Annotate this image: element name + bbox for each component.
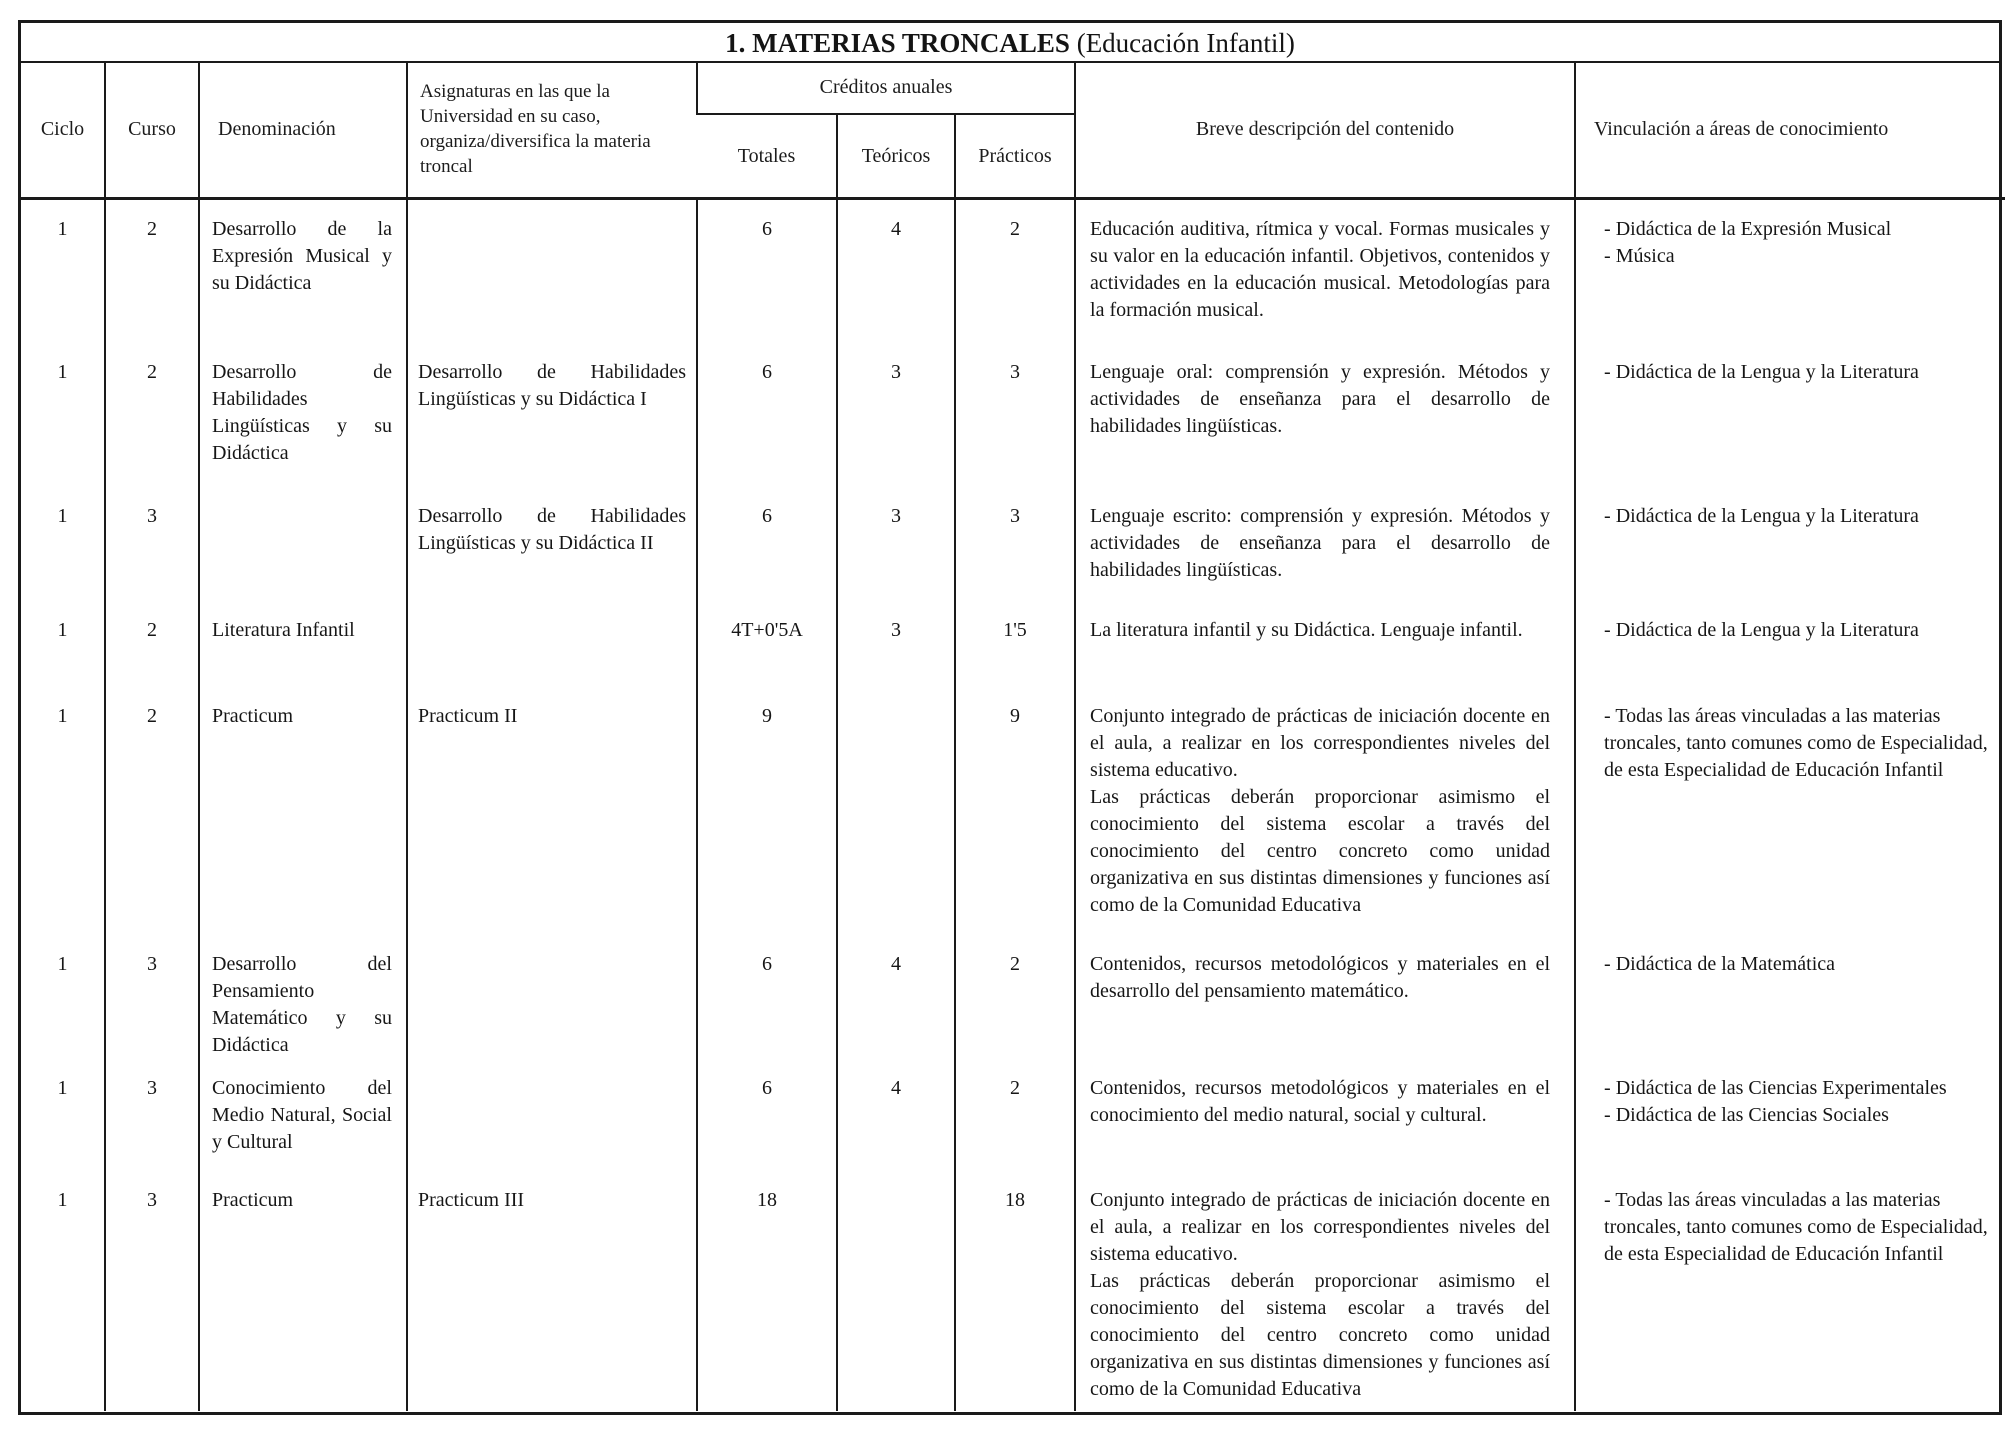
cell-curso: 3 bbox=[105, 1171, 199, 1411]
cell-vinculacion bbox=[1575, 343, 2005, 487]
cell-ciclo: 1 bbox=[57, 360, 68, 383]
cell-denominacion: Conocimiento del Medio Natural, Social y Cultural bbox=[199, 1059, 407, 1171]
cell-totales: 6 bbox=[697, 487, 837, 601]
cell-curso: 3 bbox=[105, 487, 199, 601]
cell-denominacion: Desarrollo del Pensamiento Matemático y su Didáctica bbox=[199, 935, 407, 1059]
vinculacion-line: - Didáctica de la Matemática bbox=[1604, 952, 1836, 975]
cell-denominacion: Practicum bbox=[199, 1171, 407, 1411]
cell-teoricos: 3 bbox=[837, 487, 955, 601]
cell-descripcion bbox=[1075, 687, 1575, 935]
cell-vinculacion bbox=[1575, 199, 2005, 343]
cell-asignatura: Practicum III bbox=[407, 1171, 697, 1411]
cell-descripcion: Contenidos, recursos metodológicos y materiales en el desarrollo del pensamiento matemático. bbox=[1075, 935, 1575, 1059]
cell-descripcion: La literatura infantil y su Didáctica. Lenguaje infantil. bbox=[1075, 601, 1575, 687]
table-row bbox=[21, 601, 2005, 687]
cell-practicos: 9 bbox=[955, 687, 1075, 935]
cell-asignatura: Desarrollo de Habilidades Lingüísticas y su Didáctica II bbox=[407, 487, 697, 601]
cell-totales: 6 bbox=[697, 1059, 837, 1171]
cell-descripcion: Lenguaje escrito: comprensión y expresión. Métodos y actividades de enseñanza para el desarrollo de habilidades lingüísticas. bbox=[1075, 487, 1575, 601]
cell-descripcion: Contenidos, recursos metodológicos y materiales en el conocimiento del medio natural, social y cultural. bbox=[1075, 1059, 1575, 1171]
cell-ciclo: 1 bbox=[57, 1076, 68, 1099]
cell-curso: 2 bbox=[105, 601, 199, 687]
cell-denominacion: Desarrollo de la Expresión Musical y su Didáctica bbox=[199, 199, 407, 343]
header-asignaturas: Asignaturas en las que la Universidad en su caso, organiza/diversifica la materia troncal bbox=[407, 61, 697, 199]
table-title bbox=[21, 23, 1999, 63]
materias-troncales-sheet bbox=[18, 20, 2002, 1415]
vinculacion-line: - Didáctica de la Expresión Musical bbox=[1604, 218, 1892, 240]
cell-descripcion: Educación auditiva, rítmica y vocal. Formas musicales y su valor en la educación infantil. Objetivos, contenidos y actividades en la educación musical. Metodologías para la formación musical. bbox=[1075, 199, 1575, 343]
vinculacion-line: - Didáctica de la Lengua y la Literatura bbox=[1604, 504, 1919, 527]
cell-vinculacion bbox=[1575, 1059, 2005, 1171]
cell-vinculacion bbox=[1575, 935, 2005, 1059]
cell-teoricos: 3 bbox=[837, 601, 955, 687]
cell-practicos: 1'5 bbox=[955, 601, 1075, 687]
cell-asignatura: Practicum II bbox=[407, 687, 697, 935]
vinculacion-line: - Didáctica de la Lengua y la Literatura bbox=[1604, 618, 1919, 641]
cell-practicos: 3 bbox=[955, 487, 1075, 601]
cell-totales: 18 bbox=[697, 1171, 837, 1411]
cell-totales: 6 bbox=[697, 343, 837, 487]
cell-ciclo: 1 bbox=[57, 704, 68, 727]
cell-vinculacion bbox=[1575, 487, 2005, 601]
descripcion-paragraph: Las prácticas deberán proporcionar asimismo el conocimiento del sistema escolar a través del conocimiento del centro concreto como unidad organizativa en sus distintas dimensiones y funciones así como de la Comunidad Educativa bbox=[1090, 1269, 1551, 1400]
header-practicos: Prácticos bbox=[955, 114, 1075, 199]
table-row bbox=[21, 199, 2005, 343]
cell-curso: 2 bbox=[105, 343, 199, 487]
table-row bbox=[21, 935, 2005, 1059]
cell-practicos: 2 bbox=[955, 1059, 1075, 1171]
descripcion-paragraph: Las prácticas deberán proporcionar asimismo el conocimiento del sistema escolar a través del conocimiento del centro concreto como unidad organizativa en sus distintas dimensiones y funciones así como de la Comunidad Educativa bbox=[1090, 785, 1551, 916]
header-totales: Totales bbox=[697, 114, 837, 199]
cell-practicos: 3 bbox=[955, 343, 1075, 487]
cell-ciclo: 1 bbox=[57, 1188, 68, 1211]
header-vinculacion: Vinculación a áreas de conocimiento bbox=[1575, 61, 2005, 199]
header-denominacion: Denominación bbox=[199, 61, 407, 199]
header-ciclo: Ciclo bbox=[21, 61, 105, 199]
vinculacion-line: - Didáctica de las Ciencias Sociales bbox=[1604, 1103, 1889, 1126]
cell-totales: 6 bbox=[697, 199, 837, 343]
vinculacion-line: - Todas las áreas vinculadas a las materias troncales, tanto comunes como de Especialidad, de esta Especialidad de Educación Infantil bbox=[1604, 1188, 1988, 1265]
cell-ciclo: 1 bbox=[57, 504, 68, 527]
vinculacion-line: - Todas las áreas vinculadas a las materias troncales, tanto comunes como de Especialidad, de esta Especialidad de Educación Infantil bbox=[1604, 704, 1988, 781]
cell-descripcion: Lenguaje oral: comprensión y expresión. Métodos y actividades de enseñanza para el desarrollo de habilidades lingüísticas. bbox=[1075, 343, 1575, 487]
vinculacion-line: - Didáctica de las Ciencias Experimentales bbox=[1604, 1076, 1947, 1099]
cell-asignatura bbox=[407, 935, 697, 1059]
cell-vinculacion bbox=[1575, 601, 2005, 687]
cell-practicos: 2 bbox=[955, 199, 1075, 343]
cell-curso: 2 bbox=[105, 687, 199, 935]
table-row bbox=[21, 687, 2005, 935]
cell-denominacion bbox=[199, 487, 407, 601]
cell-ciclo: 1 bbox=[57, 218, 68, 240]
cell-totales: 6 bbox=[697, 935, 837, 1059]
cell-asignatura bbox=[407, 1059, 697, 1171]
cell-descripcion bbox=[1075, 1171, 1575, 1411]
cell-asignatura bbox=[407, 199, 697, 343]
cell-denominacion: Desarrollo de Habilidades Lingüísticas y su Didáctica bbox=[199, 343, 407, 487]
cell-teoricos: 4 bbox=[837, 1059, 955, 1171]
cell-asignatura bbox=[407, 601, 697, 687]
cell-teoricos: 4 bbox=[837, 199, 955, 343]
title-rest: (Educación Infantil) bbox=[1069, 28, 1295, 58]
cell-totales: 9 bbox=[697, 687, 837, 935]
cell-teoricos: 3 bbox=[837, 343, 955, 487]
descripcion-paragraph: Conjunto integrado de prácticas de iniciación docente en el aula, a realizar en los correspondientes niveles del sistema educativo. bbox=[1090, 704, 1551, 781]
header-curso: Curso bbox=[105, 61, 199, 199]
cell-ciclo: 1 bbox=[57, 952, 68, 975]
table-row bbox=[21, 1059, 2005, 1171]
cell-curso: 3 bbox=[105, 1059, 199, 1171]
cell-teoricos bbox=[837, 1171, 955, 1411]
descripcion-paragraph: Conjunto integrado de prácticas de iniciación docente en el aula, a realizar en los correspondientes niveles del sistema educativo. bbox=[1090, 1188, 1551, 1265]
cell-vinculacion bbox=[1575, 1171, 2005, 1411]
cell-asignatura: Desarrollo de Habilidades Lingüísticas y su Didáctica I bbox=[407, 343, 697, 487]
cell-teoricos bbox=[837, 687, 955, 935]
cell-practicos: 2 bbox=[955, 935, 1075, 1059]
title-bold: 1. MATERIAS TRONCALES bbox=[725, 28, 1070, 58]
table-row bbox=[21, 1171, 2005, 1411]
header-descripcion: Breve descripción del contenido bbox=[1075, 61, 1575, 199]
cell-totales: 4T+0'5A bbox=[697, 601, 837, 687]
header-creditos-anuales: Créditos anuales bbox=[697, 61, 1075, 114]
cell-ciclo: 1 bbox=[57, 618, 68, 641]
table-row bbox=[21, 343, 2005, 487]
cell-vinculacion bbox=[1575, 687, 2005, 935]
cell-practicos: 18 bbox=[955, 1171, 1075, 1411]
cell-teoricos: 4 bbox=[837, 935, 955, 1059]
header-teoricos: Teóricos bbox=[837, 114, 955, 199]
cell-curso: 3 bbox=[105, 935, 199, 1059]
cell-curso: 2 bbox=[105, 199, 199, 343]
cell-denominacion: Practicum bbox=[199, 687, 407, 935]
materias-table bbox=[21, 61, 2005, 1411]
vinculacion-line: - Música bbox=[1604, 245, 1675, 267]
vinculacion-line: - Didáctica de la Lengua y la Literatura bbox=[1604, 360, 1919, 383]
table-row bbox=[21, 487, 2005, 601]
cell-denominacion: Literatura Infantil bbox=[199, 601, 407, 687]
